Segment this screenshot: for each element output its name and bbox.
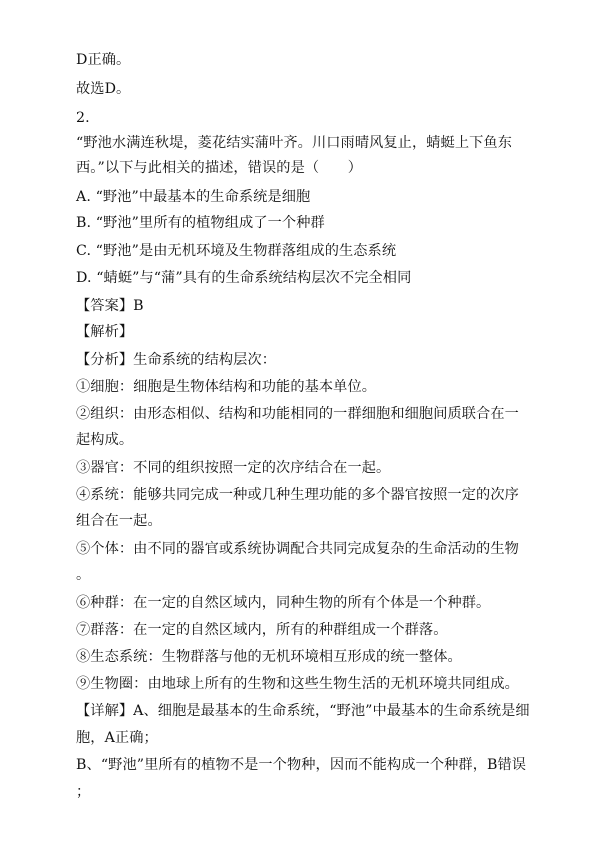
analysis-text: ⑤个体：由不同的器官或系统协调配合共同完成复杂的生命活动的生物 bbox=[76, 541, 519, 557]
question-stem: “野池水满连秋堤，菱花结实蒲叶齐。川口雨晴风复止，蜻蜓上下鱼东 bbox=[76, 135, 512, 151]
detail-text: 【详解】A、细胞是最基本的生命系统，“野池”中最基本的生命系统是细 bbox=[76, 703, 530, 719]
analysis-heading: 【解析】 bbox=[76, 324, 134, 340]
analysis-text: 【分析】生命系统的结构层次： bbox=[76, 352, 277, 368]
analysis-text: ②组织：由形态相似、结构和功能相同的一群细胞和细胞间质联合在一 bbox=[76, 406, 519, 422]
detail-text: B、“野池”里所有的植物不是一个物种，因而不能构成一个种群，B错误 bbox=[76, 757, 527, 773]
question-number: 2. bbox=[76, 110, 90, 126]
analysis-text: 。 bbox=[76, 567, 91, 583]
analysis-text: 起构成。 bbox=[76, 432, 134, 448]
text-line: 故选D。 bbox=[76, 81, 131, 97]
analysis-text: ⑦群落：在一定的自然区域内，所有的种群组成一个群落。 bbox=[76, 622, 448, 638]
option-b: B. “野池”里所有的植物组成了一个种群 bbox=[76, 215, 325, 231]
option-a: A. “野池”中最基本的生命系统是细胞 bbox=[76, 189, 311, 205]
detail-text: 胞，A正确； bbox=[76, 730, 158, 746]
question-stem: 西。”以下与此相关的描述，错误的是（ ） bbox=[76, 160, 363, 176]
detail-text: ； bbox=[76, 784, 91, 800]
analysis-text: 组合在一起。 bbox=[76, 513, 162, 529]
text-line: D正确。 bbox=[76, 52, 131, 68]
analysis-text: ⑥种群：在一定的自然区域内，同种生物的所有个体是一个种群。 bbox=[76, 595, 491, 611]
answer-label: 【答案】B bbox=[76, 298, 144, 314]
analysis-text: ④系统：能够共同完成一种或几种生理功能的多个器官按照一定的次序 bbox=[76, 487, 519, 503]
analysis-text: ③器官：不同的组织按照一定的次序结合在一起。 bbox=[76, 460, 391, 476]
option-c: C. “野池”是由无机环境及生物群落组成的生态系统 bbox=[76, 243, 397, 259]
option-d: D. “蜻蜓”与“蒲”具有的生命系统结构层次不完全相同 bbox=[76, 270, 412, 286]
analysis-text: ①细胞：细胞是生物体结构和功能的基本单位。 bbox=[76, 379, 377, 395]
analysis-text: ⑨生物圈：由地球上所有的生物和这些生物生活的无机环境共同组成。 bbox=[76, 676, 519, 692]
analysis-text: ⑧生态系统：生物群落与他的无机环境相互形成的统一整体。 bbox=[76, 649, 462, 665]
